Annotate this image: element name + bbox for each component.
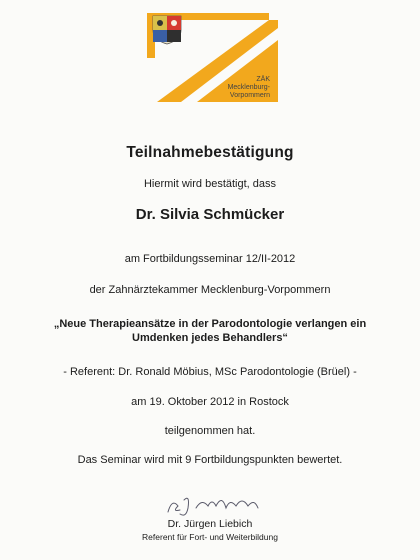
zaek-logo bbox=[147, 10, 278, 102]
coat-of-arms-icon bbox=[153, 16, 181, 44]
participated-text: teilgenommen hat. bbox=[164, 425, 256, 437]
participant-name: Dr. Silvia Schmücker bbox=[135, 206, 285, 223]
signatory-role: Referent für Fort- und Weiterbildung bbox=[142, 532, 278, 542]
logo-text bbox=[228, 76, 270, 100]
logo-text-line: ZÄK bbox=[256, 76, 270, 83]
date-place-text: am 19. Oktober 2012 in Rostock bbox=[131, 396, 289, 408]
topic-line-2: Umdenken jedes Behandlers“ bbox=[132, 332, 288, 344]
handwritten-signature bbox=[160, 492, 280, 520]
signatory-name: Dr. Jürgen Liebich bbox=[167, 518, 253, 530]
points-text: Das Seminar wird mit 9 Fortbildungspunkten bewertet. bbox=[77, 454, 343, 466]
intro-text: Hiermit wird bestätigt, dass bbox=[143, 178, 277, 190]
organizer-text: der Zahnärztekammer Mecklenburg-Vorpommern bbox=[89, 284, 331, 296]
seminar-text: am Fortbildungsseminar 12/II-2012 bbox=[124, 253, 296, 265]
topic-line-1: „Neue Therapieansätze in der Parodontologie verlangen ein bbox=[53, 318, 367, 330]
logo-text-line: Mecklenburg- bbox=[227, 84, 270, 91]
logo-text-line: Vorpommern bbox=[229, 92, 270, 99]
referent-text: - Referent: Dr. Ronald Möbius, MSc Parodontologie (Brüel) - bbox=[63, 366, 357, 378]
document-title: Teilnahmebestätigung bbox=[126, 144, 294, 161]
